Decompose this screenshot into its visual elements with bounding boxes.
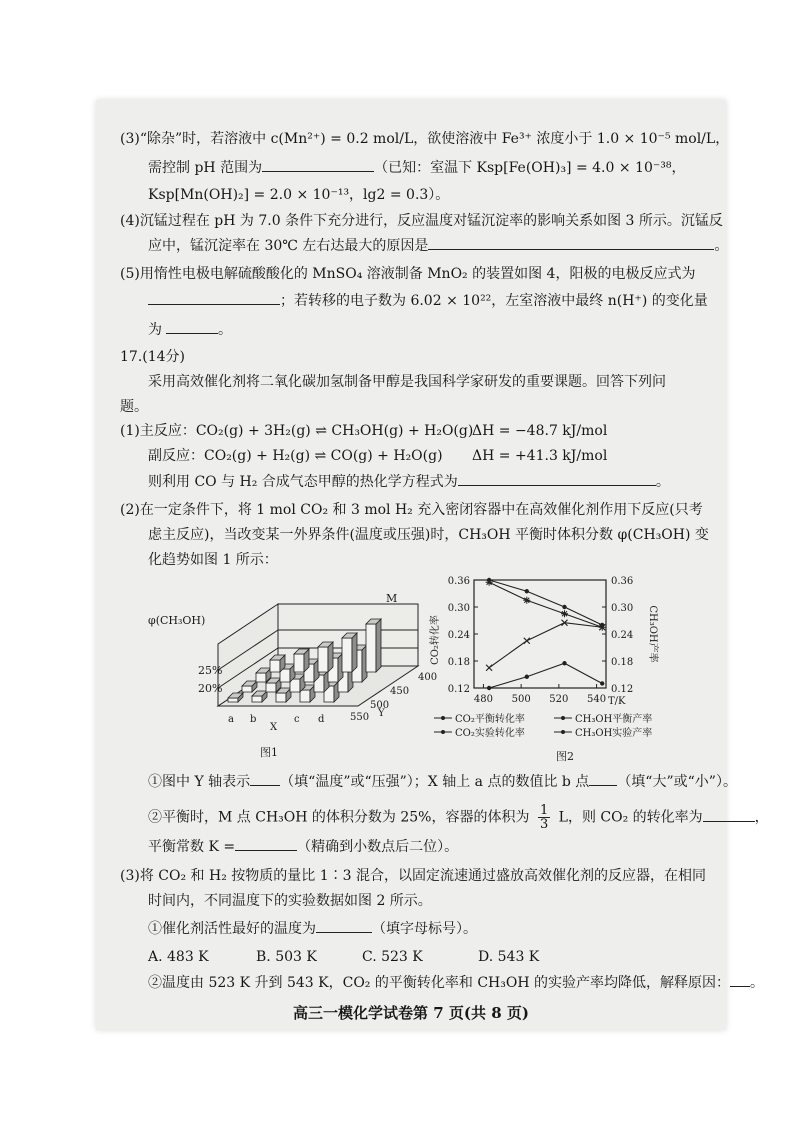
fig1-y-axis-label: Y	[378, 708, 385, 719]
fig1-xcat-d: d	[318, 714, 325, 725]
figure-1-3d-bars	[148, 584, 448, 764]
fig2-ytick-label: 0.12	[447, 684, 470, 695]
q5-line2	[148, 292, 708, 310]
fig1-bar-front	[318, 647, 328, 672]
fig2-point	[487, 686, 491, 690]
fig2-xlabel: T/K	[608, 696, 626, 707]
fig2-legend-marker	[561, 730, 565, 734]
q4-line1: (4)沉锰过程在 pH 为 7.0 条件下充分进行，反应温度对锰沉淀率的影响关系如图 3 所示。沉锰反	[120, 213, 723, 229]
q17-3-sub1-a: ①催化剂活性最好的温度为	[148, 921, 316, 937]
q17-2-sub3-a: 平衡常数 K =	[148, 839, 236, 855]
fig1-ylab: φ(CH₃OH)	[148, 614, 206, 627]
side-reaction: 副反应：CO₂(g) + H₂(g) ⇌ CO(g) + H₂O(g)	[148, 448, 443, 464]
fraction-den: 3	[539, 817, 549, 832]
fig2-ytick-label-right: 0.24	[611, 630, 634, 641]
q17-intro-line1: 采用高效催化剂将二氧化碳加氢制备甲醇是我国科学家研发的重要课题。回答下列问	[148, 374, 666, 390]
fig2-series-line	[489, 623, 602, 668]
fig2-legend-marker	[441, 716, 445, 720]
option-a[interactable]: A. 483 K	[148, 949, 209, 965]
fig1-tick-20: 20%	[198, 682, 223, 695]
fig2-legend-label: CH₃OH平衡产率	[575, 714, 653, 725]
fig2-legend-marker	[561, 716, 565, 720]
fig1-bar-front	[276, 693, 286, 702]
fig2-point	[524, 638, 530, 644]
fig2-xtick-label: 500	[511, 694, 531, 705]
fig2-point	[562, 661, 566, 665]
answer-blank[interactable]	[250, 785, 280, 786]
q17-2-sub1-c: （填“大”或“小”）。	[617, 774, 737, 790]
fig1-bar-front	[270, 660, 280, 672]
fig2-point	[525, 675, 529, 679]
q17-2-sub2-a: ②平衡时，M 点 CH₃OH 的体积分数为 25%，容器的体积为	[148, 809, 530, 826]
q5-line1: (5)用惰性电极电解硫酸酸化的 MnSO₄ 溶液制备 MnO₂ 的装置如图 4，阳极的电极反应式为	[120, 266, 696, 282]
fig2-ylabel-right: CH₃OH产率	[647, 605, 658, 663]
q17-3-sub2-text: ②温度由 523 K 升到 543 K，CO₂ 的平衡转化率和 CH₃OH 的实验产率均降低，解释原因：	[148, 975, 730, 991]
q17-2-sub2-c: ，	[754, 809, 769, 826]
fig2-series-line	[489, 663, 602, 688]
q17-intro-line2: 题。	[120, 399, 148, 415]
q17-2-sub1-b: （填“温度”或“压强”）；X 轴上 a 点的数值比 b 点	[280, 774, 590, 790]
fig1-bar-front	[228, 698, 238, 702]
q17-2-sub2-b: L，则 CO₂ 的转化率为	[558, 809, 703, 826]
fig2-series-line	[489, 580, 602, 625]
q17-3-sub1	[148, 920, 477, 938]
q4-line2-text: 应中，锰沉淀率在 30℃ 左右达最大的原因是	[148, 238, 429, 254]
page-footer: 高三一模化学试卷第 7 页(共 8 页)	[293, 1004, 529, 1022]
option-d[interactable]: D. 543 K	[478, 949, 540, 965]
fraction-num: 1	[539, 803, 549, 818]
q17-2-sub3-b: （精确到小数点后二位）。	[297, 839, 459, 855]
fig2-legend	[434, 712, 652, 739]
answer-blank[interactable]	[730, 986, 750, 987]
answer-blank[interactable]	[166, 333, 218, 334]
q17-3-sub1-b: （填字母标号）。	[372, 921, 477, 937]
fig2-legend-label: CH₃OH实验产率	[575, 728, 653, 739]
fig2-ylabel-left: CO₂转化率	[430, 615, 441, 665]
fig2-legend-label: CO₂实验转化率	[455, 728, 525, 739]
option-c[interactable]: C. 523 K	[362, 949, 423, 965]
fig1-bar-front	[242, 686, 252, 692]
fig2-ytick-label: 0.30	[447, 603, 470, 614]
q17-1-ask	[148, 473, 670, 491]
q17-2-sub1	[148, 773, 737, 791]
fig1-bar-front	[366, 624, 376, 672]
fig2-ytick-label-right: 0.18	[611, 657, 634, 668]
fig2-legend-marker	[441, 730, 445, 734]
fig2-point	[561, 610, 568, 617]
main-reaction-dh: ΔH = −48.7 kJ/mol	[472, 423, 608, 439]
q17-1-ask-end: 。	[655, 474, 670, 490]
fig1-ycat-450: 450	[390, 686, 410, 697]
q3-line2	[148, 159, 685, 177]
fig2-series-line	[489, 582, 602, 627]
answer-blank[interactable]	[235, 850, 297, 851]
q3-line1: (3)“除杂”时，若溶液中 c(Mn²⁺) = 0.2 mol/L，欲使溶液中 Fe³⁺ 浓度小于 1.0 × 10⁻⁵ mol/L，	[120, 131, 730, 147]
fig1-bar-front	[252, 696, 262, 702]
fig2-ytick-label: 0.18	[447, 657, 470, 668]
fig2-series	[486, 578, 606, 690]
figure-2-line-chart	[426, 570, 726, 766]
fig1-bar-front	[266, 683, 276, 692]
q3-line2-a: 需控制 pH 范围为	[148, 160, 263, 176]
q4-line2-end: 。	[714, 238, 729, 254]
answer-blank[interactable]	[262, 171, 374, 172]
q17-2-line2: 虑主反应)，当改变某一外界条件(温度或压强)时，CH₃OH 平衡时体积分数 φ(CH₃OH) 变	[148, 527, 709, 543]
fig2-xtick-label: 520	[549, 694, 569, 705]
answer-blank[interactable]	[148, 304, 280, 305]
q5-line2-text: ；若转移的电子数为 6.02 × 10²²，左室溶液中最终 n(H⁺) 的变化量	[280, 293, 708, 309]
fig2-legend-label: CO₂平衡转化率	[455, 714, 525, 725]
fig1-xcat-x: X	[270, 722, 278, 733]
fig1-bar-front	[342, 638, 352, 672]
fig1-bar-side	[352, 633, 357, 672]
fig2-ytick-label-right: 0.36	[611, 576, 634, 587]
fig1-ycat-500: 500	[370, 700, 390, 711]
q17-heading: 17.(14分)	[120, 349, 186, 365]
fig2-ytick-label-right: 0.12	[611, 684, 634, 695]
fig2-xtick-label: 480	[473, 694, 493, 705]
answer-blank[interactable]	[703, 821, 755, 822]
q17-2-line1: (2)在一定条件下，将 1 mol CO₂ 和 3 mol H₂ 充入密闭容器中在高效催化剂作用下反应(只考	[120, 502, 703, 518]
q5-line3-a: 为	[148, 322, 162, 338]
fraction-one-third	[538, 804, 550, 831]
fig1-bar-front	[294, 654, 304, 672]
q3-line2-b: （已知：室温下 Ksp[Fe(OH)₃] = 4.0 × 10⁻³⁸，	[374, 160, 686, 176]
fig1-ycat-550: 550	[350, 712, 370, 723]
fig1-xcat-a: a	[228, 714, 234, 725]
fig2-point	[487, 578, 491, 582]
q5-line3-b: 。	[218, 322, 232, 338]
fig1-bar-front	[256, 673, 266, 682]
fig1-bar-front	[300, 690, 310, 702]
fig1-xcat-b: b	[250, 714, 257, 725]
answer-blank[interactable]	[458, 485, 656, 486]
fig2-point	[525, 589, 529, 593]
fig2-ytick-label: 0.24	[447, 630, 470, 641]
q17-3-line1: (3)将 CO₂ 和 H₂ 按物质的量比 1∶3 混合，以固定流速通过盛放高效催化剂的反应器，在相同	[120, 868, 706, 884]
q17-3-sub2-end: 。	[749, 975, 764, 991]
fig2-xtick-label: 540	[587, 694, 607, 705]
answer-blank[interactable]	[316, 932, 372, 933]
q17-2-line3: 化趋势如图 1 所示：	[148, 552, 278, 568]
q17-1-ask-text: 则利用 CO 与 H₂ 合成气态甲醇的热化学方程式为	[148, 474, 458, 490]
fig2-point	[562, 605, 566, 609]
q17-2-sub1-a: ①图中 Y 轴表示	[148, 774, 251, 790]
option-b[interactable]: B. 503 K	[256, 949, 317, 965]
q17-3-line2: 时间内，不同温度下的实验数据如图 2 所示。	[148, 893, 432, 909]
fig2-point	[523, 597, 530, 604]
fig1-xcat-c: c	[294, 714, 300, 725]
side-reaction-dh: ΔH = +41.3 kJ/mol	[472, 448, 608, 464]
fig1-ycat-400: 400	[418, 672, 438, 683]
fig2-point	[600, 623, 604, 627]
fig2-point	[486, 665, 492, 671]
q17-2-sub3	[148, 838, 458, 856]
fig2-ytick-label-right: 0.30	[611, 603, 634, 614]
q3-line3: Ksp[Mn(OH)₂] = 2.0 × 10⁻¹³，lg2 = 0.3）。	[148, 187, 450, 203]
fig2-caption: 图2	[556, 750, 574, 763]
fig1-caption: 图1	[260, 746, 278, 759]
q17-2-sub2	[148, 804, 769, 831]
main-reaction: (1)主反应：CO₂(g) + 3H₂(g) ⇌ CH₃OH(g) + H₂O(g)	[120, 423, 474, 439]
exam-sheet	[96, 100, 769, 1030]
q17-3-sub2	[148, 974, 764, 992]
fig1-bar-side	[376, 619, 381, 672]
q4-line2	[148, 237, 728, 255]
fig2-ytick-label: 0.36	[447, 576, 470, 587]
answer-blank[interactable]	[589, 785, 617, 786]
answer-blank[interactable]	[428, 249, 714, 250]
fig1-tick-25: 25%	[198, 664, 223, 677]
fig2-point	[600, 681, 604, 685]
q5-line3	[148, 321, 232, 339]
fig1-m-label: M	[386, 592, 398, 605]
